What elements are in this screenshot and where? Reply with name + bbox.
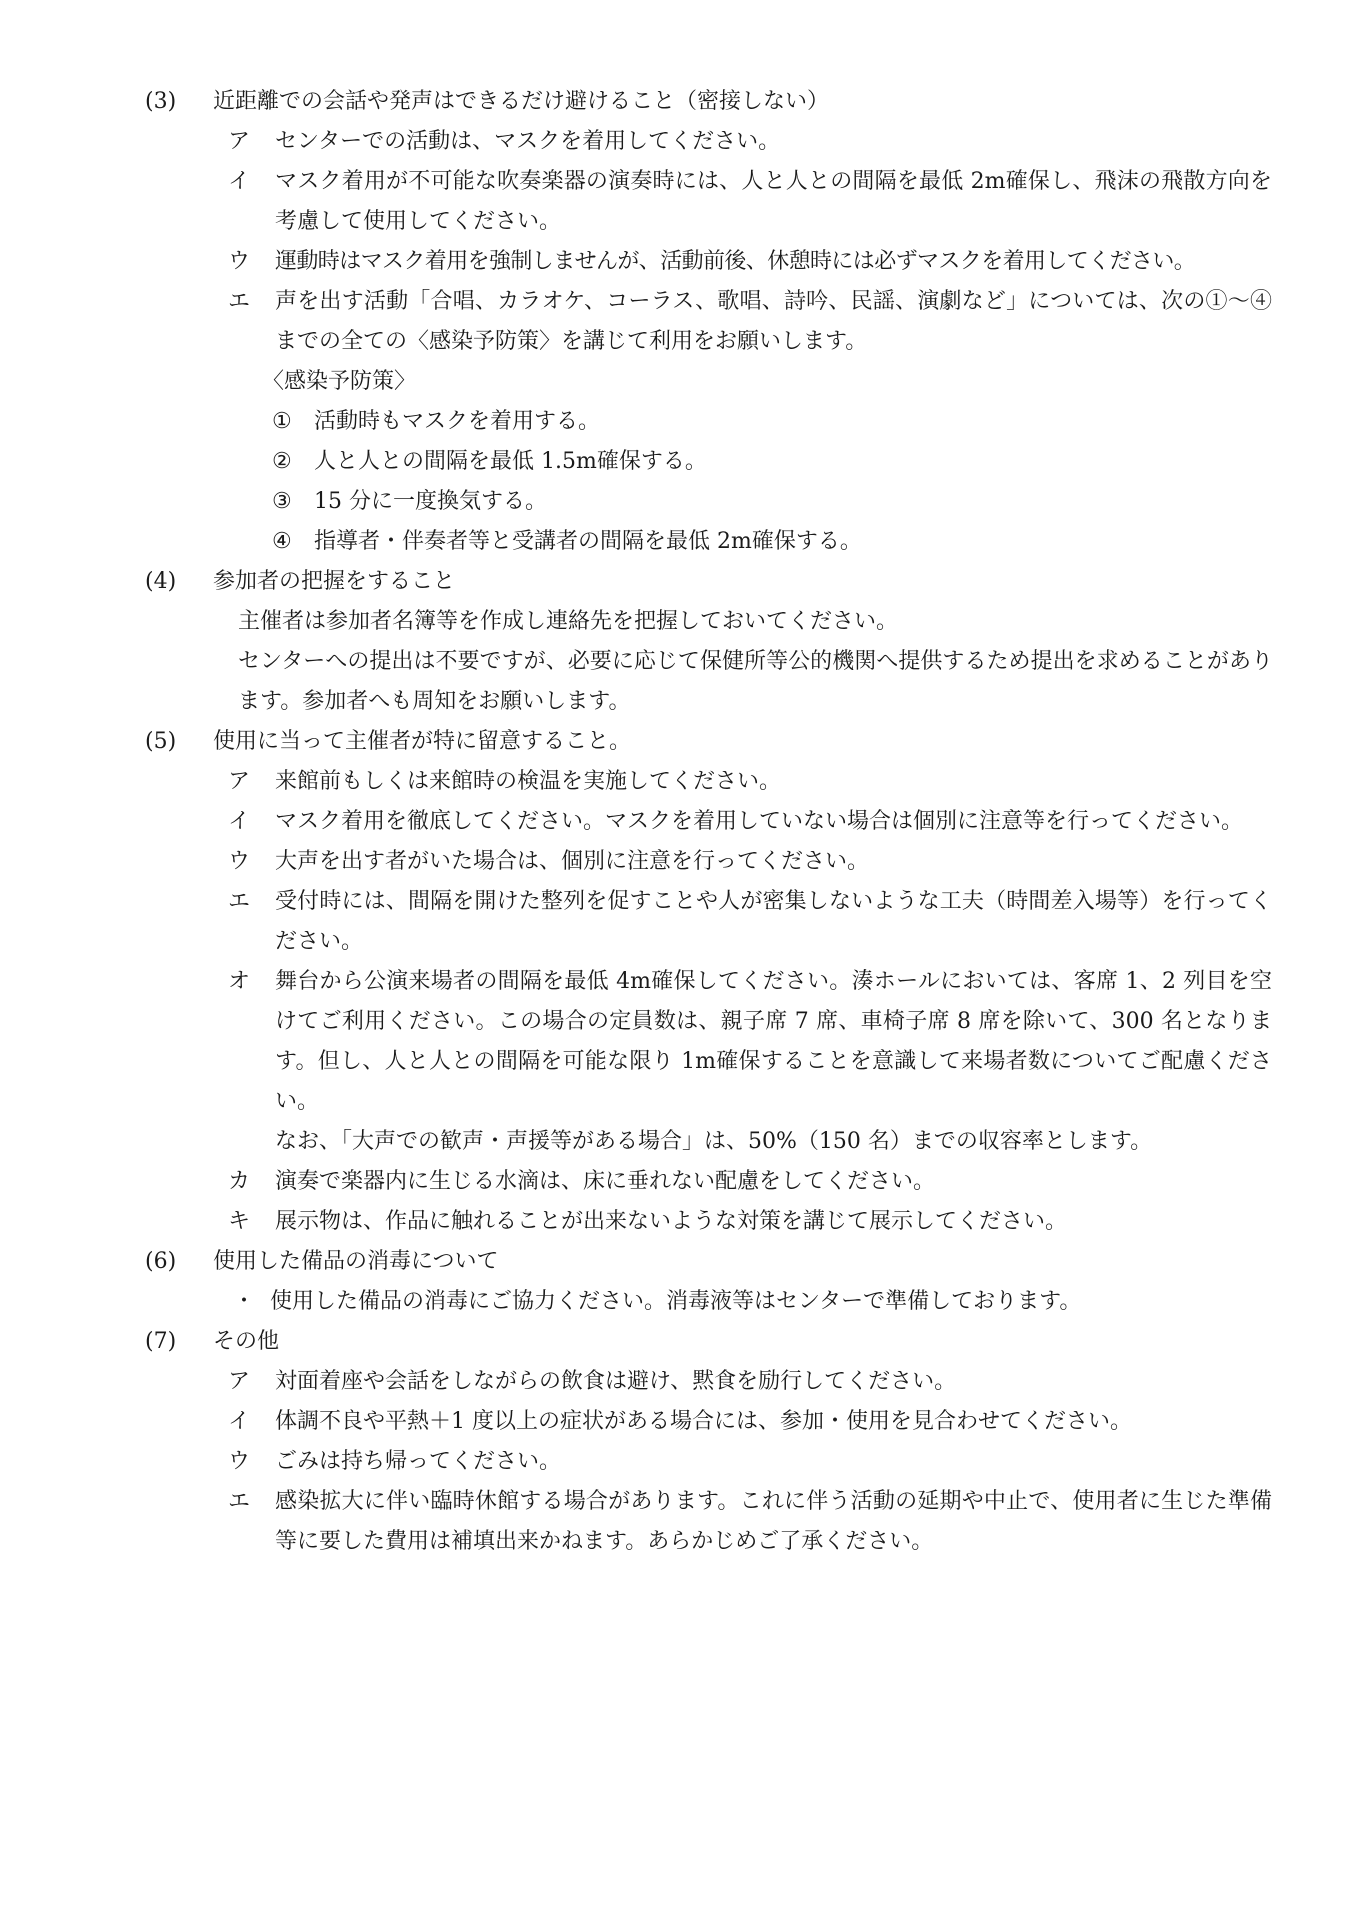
item-text: 活動時もマスクを着用する。 — [314, 409, 601, 434]
list-item — [0, 842, 1357, 882]
section-number: (5) — [145, 729, 177, 754]
section-5-heading — [0, 722, 1357, 762]
item-marker: イ — [228, 1409, 251, 1434]
item-marker: キ — [228, 1209, 251, 1234]
section-7 — [0, 1322, 1357, 1562]
item-marker: ウ — [228, 1449, 251, 1474]
section-title: 参加者の把握をすること — [213, 569, 456, 594]
section-6 — [0, 1242, 1357, 1322]
list-item — [0, 762, 1357, 802]
section-number: (3) — [145, 89, 177, 114]
list-item — [0, 962, 1357, 1122]
bullet-marker: ・ — [233, 1289, 256, 1314]
item-text: 舞台から公演来場者の間隔を最低 4m確保してください。湊ホールにおいては、客席 1、2 列目を空けてご利用ください。この場合の定員数は、親子席 7 席、車椅子席 8 席を除いて、300 名となります。但し、人と人との間隔を可能な限り 1m確保することを意識して来場者数についてご配慮ください。 — [275, 969, 1272, 1114]
item-marker: ④ — [272, 529, 292, 554]
list-item — [0, 1162, 1357, 1202]
item-text: マスク着用が不可能な吹奏楽器の演奏時には、人と人との間隔を最低 2m確保し、飛沫の飛散方向を考慮して使用してください。 — [275, 169, 1272, 234]
item-text: 15 分に一度換気する。 — [314, 489, 547, 514]
section-number: (7) — [145, 1329, 177, 1354]
item-marker: カ — [228, 1169, 251, 1194]
bullet-item — [0, 1282, 1357, 1322]
item-marker: ウ — [228, 849, 251, 874]
list-item — [0, 1442, 1357, 1482]
item-marker: ウ — [228, 249, 251, 274]
item-text: 指導者・伴奏者等と受講者の間隔を最低 2m確保する。 — [314, 529, 862, 554]
item-text: センターでの活動は、マスクを着用してください。 — [275, 129, 781, 154]
item-marker: ③ — [272, 489, 292, 514]
measure-item — [0, 442, 1357, 482]
item-marker: エ — [228, 889, 251, 914]
item-marker: ① — [272, 409, 292, 434]
measure-item — [0, 522, 1357, 562]
list-item — [0, 122, 1357, 162]
item-text: 展示物は、作品に触れることが出来ないような対策を講じて展示してください。 — [275, 1209, 1068, 1234]
list-item — [0, 1402, 1357, 1442]
section-5 — [0, 722, 1357, 1242]
list-item — [0, 802, 1357, 842]
item-marker: イ — [228, 809, 251, 834]
section-number: (6) — [145, 1249, 177, 1274]
item-text: 来館前もしくは来館時の検温を実施してください。 — [275, 769, 782, 794]
item-marker: イ — [228, 169, 251, 194]
item-text: 感染拡大に伴い臨時休館する場合があります。これに伴う活動の延期や中止で、使用者に生じた準備等に要した費用は補填出来かねます。あらかじめご了承ください。 — [275, 1489, 1272, 1554]
paragraph: 主催者は参加者名簿等を作成し連絡先を把握しておいてください。 — [238, 609, 899, 634]
item-text: 対面着座や会話をしながらの飲食は避け、黙食を励行してください。 — [275, 1369, 957, 1394]
section-6-heading — [0, 1242, 1357, 1282]
item-marker: ア — [228, 129, 251, 154]
section-title: その他 — [213, 1329, 280, 1354]
section-7-heading — [0, 1322, 1357, 1362]
item-text: ごみは持ち帰ってください。 — [275, 1449, 562, 1474]
item-text: 大声を出す者がいた場合は、個別に注意を行ってください。 — [275, 849, 870, 874]
item-marker: オ — [228, 969, 251, 994]
section-title: 使用に当って主催者が特に留意すること。 — [213, 729, 632, 754]
section-4-heading — [0, 562, 1357, 602]
list-item — [0, 1362, 1357, 1402]
item-text: 人と人との間隔を最低 1.5m確保する。 — [314, 449, 707, 474]
item-marker: ア — [228, 1369, 251, 1394]
capacity-note: なお、「大声での歓声・声援等がある場合」は、50%（150 名）までの収容率とします。 — [275, 1129, 1153, 1154]
section-3 — [0, 82, 1357, 562]
list-item — [0, 162, 1357, 242]
list-item — [0, 282, 1357, 362]
measure-item — [0, 482, 1357, 522]
list-item — [0, 242, 1357, 282]
item-marker: エ — [228, 289, 251, 314]
list-item — [0, 1202, 1357, 1242]
section-number: (4) — [145, 569, 177, 594]
list-item — [0, 1482, 1357, 1562]
item-text: マスク着用を徹底してください。マスクを着用していない場合は個別に注意等を行ってください。 — [275, 809, 1244, 834]
paragraph: センターへの提出は不要ですが、必要に応じて保健所等公的機関へ提供するため提出を求めることがあります。参加者へも周知をお願いします。 — [238, 649, 1273, 714]
list-item — [0, 882, 1357, 962]
item-marker: ② — [272, 449, 292, 474]
measure-item — [0, 402, 1357, 442]
section-3-heading — [0, 82, 1357, 122]
item-text: 体調不良や平熱＋1 度以上の症状がある場合には、参加・使用を見合わせてください。 — [275, 1409, 1132, 1434]
section-title: 近距離での会話や発声はできるだけ避けること（密接しない） — [213, 89, 830, 114]
measures-heading: 〈感染予防策〉 — [262, 369, 417, 394]
section-title: 使用した備品の消毒について — [213, 1249, 499, 1274]
item-text: 声を出す活動「合唱、カラオケ、コーラス、歌唱、詩吟、民謡、演劇など」については、次の①～④までの全ての〈感染予防策〉を講じて利用をお願いします。 — [275, 289, 1272, 354]
item-text: 演奏で楽器内に生じる水滴は、床に垂れない配慮をしてください。 — [275, 1169, 936, 1194]
item-text: 運動時はマスク着用を強制しませんが、活動前後、休憩時には必ずマスクを着用してください。 — [275, 249, 1196, 274]
section-4 — [0, 562, 1357, 722]
item-marker: エ — [228, 1489, 251, 1514]
item-marker: ア — [228, 769, 251, 794]
item-text: 受付時には、間隔を開けた整列を促すことや人が密集しないような工夫（時間差入場等）を行ってください。 — [275, 889, 1272, 954]
item-text: 使用した備品の消毒にご協力ください。消毒液等はセンターで準備しております。 — [270, 1289, 1082, 1314]
